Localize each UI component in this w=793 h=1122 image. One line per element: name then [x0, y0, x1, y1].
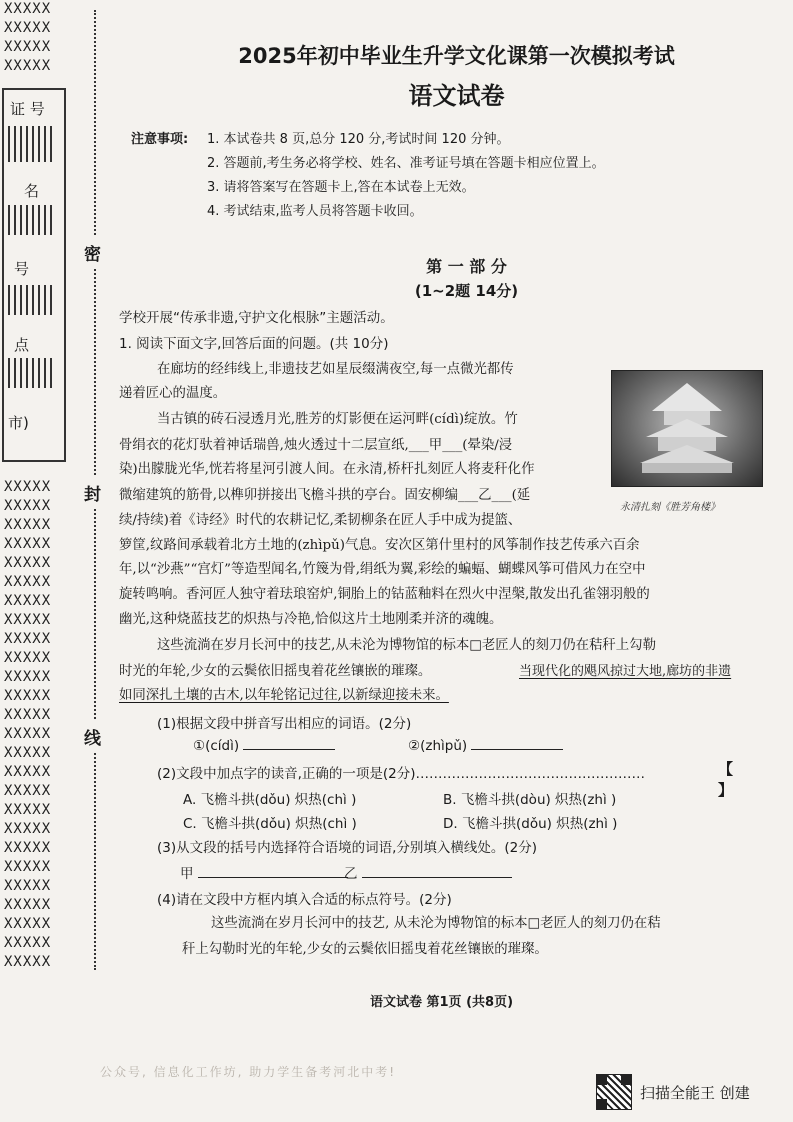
q1-3-stem: (3)从文段的括号内选择符合语境的词语,分别填入横线处。(2分) [157, 840, 538, 856]
passage-line: 旋转鸣响。香河匠人独守着珐琅窑炉,铜胎上的钴蓝釉料在烈火中涅槃,散发出孔雀翎羽般的 [119, 587, 650, 602]
exam-title: 2025年初中毕业生升学文化课第一次模拟考试 [238, 44, 675, 68]
note-item: 4. 考试结束,监考人员将答题卡收回。 [207, 204, 423, 219]
note-item: 2. 答题前,考生务必将学校、姓名、准考证号填在答题卡相应位置上。 [207, 156, 605, 171]
qr-code-icon [596, 1074, 632, 1110]
passage-line: 在廊坊的经纬线上,非遗技艺如星辰缀满夜空,每一点微光都传 [157, 362, 514, 377]
passage-line: 年,以“沙燕”“宫灯”等造型闻名,竹篾为骨,绢纸为翼,彩绘的蝙蝠、蝴蝶风筝可借风力在空中 [119, 562, 646, 577]
label-jia: 甲 [180, 866, 194, 882]
q1-2-stem: (2)文段中加点字的读音,正确的一项是(2分)…………………………………………… [157, 766, 646, 782]
seal-char-mi: 密 [84, 236, 101, 269]
passage-line: 幽光,这种烧蓝技艺的炽热与冷艳,恰似这片土地刚柔并济的魂魄。 [119, 612, 503, 627]
answer-bracket[interactable]: 【 】 [718, 760, 754, 799]
passage-underlined: 当现代化的飓风掠过大地,廊坊的非遗 [519, 664, 732, 679]
activity-intro: 学校开展“传承非遗,守护文化根脉”主题活动。 [119, 310, 394, 326]
q1-1-label-b: ②(zhìpǔ) [408, 738, 468, 754]
q1-1-label-a: ①(cídì) [193, 738, 240, 754]
passage-line: 当古镇的砖石浸透月光,胜芳的灯影便在运河畔(cídì)绽放。竹 [157, 412, 518, 427]
label-yi: 乙 [344, 866, 358, 882]
pavilion-photo [611, 370, 763, 487]
passage-line: 递着匠心的温度。 [119, 386, 227, 401]
passage-line: 续/持续)着《诗经》时代的农耕记忆,柔韧柳条在匠人手中成为提篮、 [119, 513, 522, 528]
answer-blank[interactable] [471, 749, 563, 750]
q1-4-quote: 秆上勾勒时光的年轮,少女的云鬓依旧摇曳着花丝镶嵌的璀璨。 [182, 942, 548, 957]
id-number-grid [8, 126, 56, 162]
scanner-credit: 扫描全能王 创建 [640, 1084, 750, 1102]
label-number: 号 [14, 260, 30, 278]
option-d: D. 飞檐斗拱(dǒu) 炽热(zhì ) [443, 816, 618, 832]
note-item: 1. 本试卷共 8 页,总分 120 分,考试时间 120 分钟。 [207, 132, 510, 147]
answer-blank[interactable] [362, 877, 512, 878]
part-title: 第 一 部 分 [426, 257, 507, 276]
answer-blank[interactable] [198, 877, 348, 878]
passage-line: 微缩建筑的筋骨,以榫卯拼接出飞檐斗拱的亭台。固安柳编___乙___(延 [119, 488, 531, 503]
cross-pattern-bottom: XXXXX XXXXX XXXXX XXXXX XXXXX XXXXX XXXXX XXXXX XXXXX XXXXX XXXXX XXXXX XXXXX XXXXX XXXXX XXXXX XXXXX XXXXX XXXXX XXXXX XXXXX XXXXX XXXXX XXXXX XXXXX XXXXX [4, 479, 52, 968]
pavilion-illustration [612, 371, 762, 486]
passage-line: 骨绢衣的花灯驮着神话瑞兽,烛火透过十二层宣纸,___甲___(晕染/浸 [119, 438, 513, 453]
q1-1-item-a [193, 738, 335, 754]
label-city: 市) [8, 414, 29, 432]
notes-label: 注意事项: [131, 132, 189, 147]
name-grid [8, 205, 56, 235]
watermark-text: 公众号, 信息化工作坊, 助力学生备考河北中考! [100, 1065, 397, 1079]
seal-char-xian: 线 [84, 720, 101, 753]
passage-line: 这些流淌在岁月长河中的技艺,从未沦为博物馆的标本□老匠人的刻刀仍在秸秆上勾勒 [157, 638, 656, 653]
label-site: 点 [14, 336, 30, 354]
q1-4-quote: 这些流淌在岁月长河中的技艺, 从未沦为博物馆的标本□老匠人的刻刀仍在秸 [211, 916, 661, 931]
option-c: C. 飞檐斗拱(dǒu) 炽热(chì ) [183, 816, 357, 832]
q1-3-blank-jia [180, 862, 348, 882]
site-grid [8, 358, 56, 388]
exam-subtitle: 语文试卷 [408, 82, 505, 110]
option-a: A. 飞檐斗拱(dǒu) 炽热(chì ) [183, 792, 357, 808]
label-id: 证 号 [10, 100, 45, 118]
q1-1-item-b [408, 738, 563, 754]
q1-1-stem: (1)根据文段中拼音写出相应的词语。(2分) [157, 716, 412, 732]
label-name: 名 [24, 182, 40, 200]
passage-line: 箩筐,纹路间承载着北方土地的(zhìpǔ)气息。安次区第什里村的风筝制作技艺传承六百余 [119, 538, 640, 553]
page-footer: 语文试卷 第1页 (共8页) [369, 995, 514, 1010]
passage-line: 时光的年轮,少女的云鬓依旧摇曳着花丝镶嵌的璀璨。 [119, 664, 432, 679]
passage-underlined: 如同深扎土壤的古木,以年轮铭记过往,以新绿迎接未来。 [119, 688, 449, 703]
seal-char-feng: 封 [84, 476, 101, 509]
passage-line: 染)出朦胧光华,恍若将星河引渡人间。在永清,桥杆扎刻匠人将麦秆化作 [119, 462, 535, 477]
question-1-stem: 1. 阅读下面文字,回答后面的问题。(共 10分) [119, 336, 389, 352]
photo-caption: 永清扎刻《胜芳角楼》 [620, 502, 720, 513]
part-range: (1~2题 14分) [414, 282, 519, 300]
q1-3-blank-yi [344, 862, 512, 882]
answer-blank[interactable] [243, 749, 335, 750]
q1-4-stem: (4)请在文段中方框内填入合适的标点符号。(2分) [157, 892, 452, 908]
cross-pattern-top: XXXXX XXXXX XXXXX XXXXX [4, 1, 52, 74]
option-b: B. 飞檐斗拱(dòu) 炽热(zhì ) [443, 792, 617, 808]
note-item: 3. 请将答案写在答题卡上,答在本试卷上无效。 [207, 180, 475, 195]
